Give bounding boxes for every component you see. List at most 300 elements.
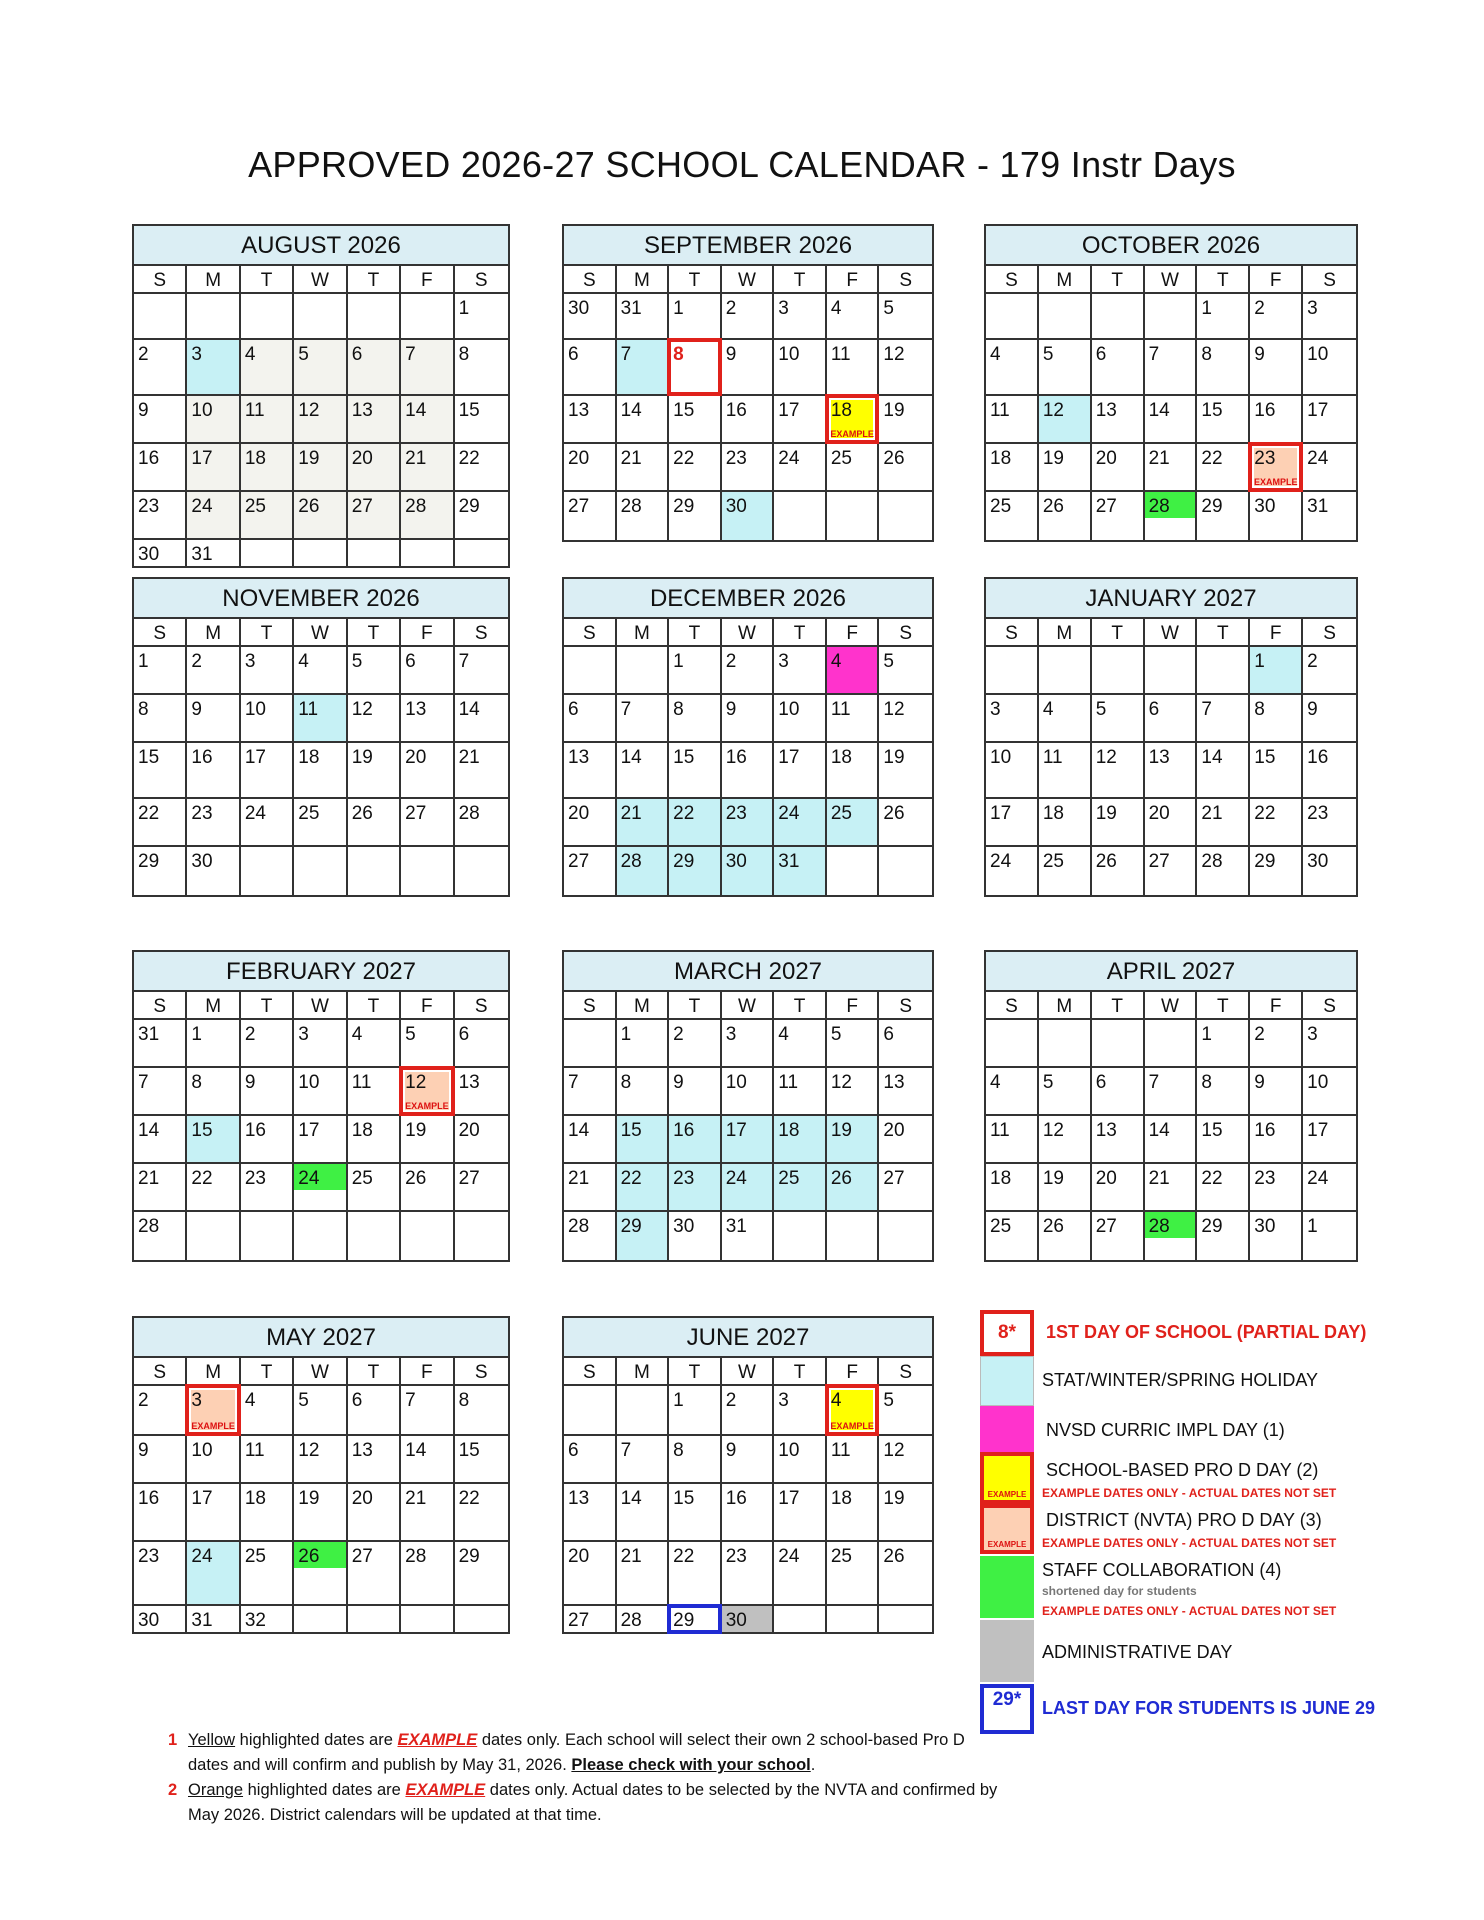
day-cell <box>722 799 775 847</box>
day-cell <box>669 847 722 895</box>
day-cell <box>986 396 1039 444</box>
day-number: 20 <box>1095 448 1117 469</box>
day-cell <box>1145 1164 1198 1212</box>
day-number: 26 <box>298 1546 320 1567</box>
day-cell <box>1092 647 1145 695</box>
day-number: 21 <box>620 803 642 824</box>
weekday-label: W <box>294 619 347 649</box>
day-cell <box>669 1212 722 1260</box>
day-cell <box>722 1386 775 1436</box>
day-cell <box>348 340 401 396</box>
weekday-label: T <box>669 266 722 296</box>
day-number: 29 <box>458 1546 480 1567</box>
day-number: 28 <box>620 1610 642 1631</box>
day-number: 8 <box>673 1440 684 1461</box>
day-number: 1 <box>458 298 470 319</box>
footnote-number: 2 <box>168 1781 178 1799</box>
day-number: 20 <box>568 448 590 469</box>
day-number: 28 <box>620 851 642 872</box>
day-cell <box>1303 1116 1356 1164</box>
day-number: 5 <box>883 651 894 672</box>
weekday-label: F <box>1250 619 1303 649</box>
weekday-label: T <box>669 619 722 649</box>
day-cell <box>294 1212 347 1260</box>
day-number: 19 <box>1095 803 1117 824</box>
day-number: 19 <box>298 1488 320 1509</box>
day-number: 12 <box>1042 1120 1064 1141</box>
day-cell <box>187 743 240 799</box>
day-cell <box>1092 492 1145 540</box>
day-number: 7 <box>405 344 416 365</box>
day-cell <box>564 396 617 444</box>
day-cell <box>774 1542 827 1606</box>
day-cell <box>669 1542 722 1606</box>
day-number: 17 <box>1307 1120 1329 1141</box>
day-cell <box>134 799 187 847</box>
day-number: 3 <box>1307 1024 1318 1045</box>
day-number: 15 <box>191 1120 213 1141</box>
day-number: 6 <box>568 1440 579 1461</box>
weekday-label: W <box>294 1358 347 1388</box>
day-cell <box>827 1484 880 1542</box>
day-number: 11 <box>990 1120 1010 1141</box>
example-label: EXAMPLE <box>405 1101 449 1111</box>
footnote-check-school: Please check with your school <box>571 1756 811 1774</box>
day-number: 13 <box>568 747 590 768</box>
weekday-label: S <box>986 266 1039 296</box>
weekday-label: T <box>1092 992 1145 1022</box>
day-number: 23 <box>725 448 747 469</box>
month-title: MAY 2027 <box>134 1318 508 1358</box>
day-cell <box>564 799 617 847</box>
day-cell <box>722 1542 775 1606</box>
day-number: 2 <box>1254 1024 1265 1045</box>
first-day-swatch: 8* <box>980 1310 1034 1356</box>
day-number: 9 <box>138 1440 149 1461</box>
day-number: 14 <box>620 747 642 768</box>
day-number: 16 <box>191 747 213 768</box>
day-number: 29 <box>1201 1216 1223 1237</box>
day-cell <box>1092 1116 1145 1164</box>
day-number: 18 <box>1042 803 1064 824</box>
day-cell <box>669 1068 722 1116</box>
day-number: 24 <box>1307 1168 1329 1189</box>
day-cell <box>1039 695 1092 743</box>
weekday-header <box>986 266 1356 294</box>
day-number: 11 <box>778 1072 799 1093</box>
day-cell <box>134 340 187 396</box>
day-cell <box>455 1484 508 1542</box>
day-cell <box>564 1386 617 1436</box>
day-number: 25 <box>990 496 1012 517</box>
day-cell <box>241 396 294 444</box>
weekday-label: W <box>294 992 347 1022</box>
day-number: 3 <box>990 699 1001 720</box>
day-cell <box>879 492 932 540</box>
weekday-label: T <box>241 1358 294 1388</box>
day-number: 1 <box>1307 1216 1318 1237</box>
district-pro-d-swatch <box>980 1504 1034 1554</box>
day-cell <box>1039 294 1092 340</box>
day-number: 13 <box>883 1072 905 1093</box>
day-cell <box>241 492 294 540</box>
day-cell <box>1145 444 1198 492</box>
day-cell <box>774 695 827 743</box>
day-number: 27 <box>883 1168 905 1189</box>
day-cell <box>564 1068 617 1116</box>
day-cell <box>1145 743 1198 799</box>
day-cell <box>348 396 401 444</box>
day-cell <box>1092 799 1145 847</box>
day-number: 5 <box>351 651 363 672</box>
day-number: 14 <box>620 1488 642 1509</box>
school-pro-d-swatch <box>980 1452 1034 1504</box>
day-cell <box>401 340 454 396</box>
day-number: 1 <box>1254 651 1265 672</box>
day-number: 20 <box>1095 1168 1117 1189</box>
day-cell <box>879 1116 932 1164</box>
day-number: 26 <box>883 448 905 469</box>
day-number: 27 <box>568 496 590 517</box>
day-number: 9 <box>1254 344 1265 365</box>
day-number: 22 <box>1201 448 1223 469</box>
weekday-label: S <box>134 992 187 1022</box>
day-cell <box>187 1020 240 1068</box>
day-number: 32 <box>244 1610 266 1631</box>
day-number: 21 <box>1148 1168 1170 1189</box>
day-cell <box>827 1606 880 1632</box>
day-cell <box>669 1116 722 1164</box>
month-march-2027 <box>562 950 934 1262</box>
day-number: 21 <box>1201 803 1223 824</box>
day-cell <box>401 847 454 895</box>
month-title: JUNE 2027 <box>564 1318 932 1358</box>
day-number: 21 <box>458 747 480 768</box>
day-number: 26 <box>1042 496 1064 517</box>
weekday-label: T <box>669 1358 722 1388</box>
weekday-label: F <box>1250 266 1303 296</box>
day-number: 20 <box>351 1488 373 1509</box>
day-cell <box>722 1116 775 1164</box>
day-number: 26 <box>1042 1216 1064 1237</box>
day-cell <box>187 695 240 743</box>
day-number: 19 <box>405 1120 427 1141</box>
day-cell <box>879 1484 932 1542</box>
day-cell <box>617 647 670 695</box>
day-cell <box>401 396 454 444</box>
day-cell <box>187 1164 240 1212</box>
day-number: 25 <box>778 1168 800 1189</box>
day-number: 27 <box>1095 1216 1117 1237</box>
day-number: 17 <box>191 1488 213 1509</box>
footnote-text: highlighted dates are <box>235 1731 398 1749</box>
day-number: 31 <box>725 1216 747 1237</box>
day-number: 27 <box>458 1168 480 1189</box>
day-cell <box>455 1436 508 1484</box>
weekday-label: T <box>669 992 722 1022</box>
footnote-1 <box>168 1728 998 1778</box>
day-cell <box>617 1386 670 1436</box>
day-cell <box>1250 1068 1303 1116</box>
day-cell <box>879 847 932 895</box>
day-cell <box>1197 1116 1250 1164</box>
day-cell <box>401 1542 454 1606</box>
day-number: 1 <box>673 651 684 672</box>
weekday-label: W <box>1145 992 1198 1022</box>
day-cell <box>1039 1068 1092 1116</box>
day-number: 30 <box>725 496 747 517</box>
day-cell <box>617 1116 670 1164</box>
day-cell <box>617 340 670 396</box>
day-number: 16 <box>138 1488 160 1509</box>
weekday-label: M <box>617 1358 670 1388</box>
day-cell <box>187 1212 240 1260</box>
day-number: 11 <box>830 699 851 720</box>
day-number: 23 <box>138 1546 160 1567</box>
day-cell <box>879 1542 932 1606</box>
day-cell <box>774 444 827 492</box>
day-cell <box>722 1484 775 1542</box>
day-cell <box>1145 1116 1198 1164</box>
weekday-label: F <box>827 1358 880 1388</box>
weekday-label: W <box>722 1358 775 1388</box>
day-number: 24 <box>725 1168 747 1189</box>
day-cell <box>401 1164 454 1212</box>
day-cell <box>455 1606 508 1632</box>
day-cell <box>134 1386 187 1436</box>
day-cell <box>134 294 187 340</box>
day-number: 2 <box>725 651 737 672</box>
day-number: 4 <box>298 651 309 672</box>
weekday-header <box>134 266 508 294</box>
weekday-header <box>564 619 932 647</box>
weekday-label: S <box>899 270 913 291</box>
day-cell <box>617 444 670 492</box>
day-cell <box>1092 294 1145 340</box>
day-cell <box>1303 1020 1356 1068</box>
day-cell <box>1145 695 1198 743</box>
day-cell <box>879 1606 932 1632</box>
day-number: 3 <box>191 344 202 365</box>
day-cell <box>294 1068 347 1116</box>
day-cell <box>827 340 880 396</box>
legend-district-pro-d-note: EXAMPLE DATES ONLY - ACTUAL DATES NOT SET <box>1042 1536 1337 1550</box>
swatch-example-label: EXAMPLE <box>987 1490 1027 1499</box>
weekday-label: M <box>1039 266 1092 296</box>
day-number: 7 <box>620 344 632 365</box>
day-cell <box>879 396 932 444</box>
day-number: 30 <box>725 1610 747 1631</box>
day-number: 29 <box>673 1610 695 1631</box>
day-number: 19 <box>298 448 320 469</box>
weekday-label: S <box>899 623 913 644</box>
day-number: 24 <box>778 1546 800 1567</box>
day-cell <box>241 647 294 695</box>
day-number: 3 <box>244 651 256 672</box>
day-number: 12 <box>830 1072 852 1093</box>
day-cell <box>401 695 454 743</box>
day-cell <box>1039 396 1092 444</box>
day-cell <box>455 492 508 540</box>
weekday-label: S <box>986 992 1039 1022</box>
day-number: 4 <box>1042 699 1054 720</box>
day-number: 22 <box>673 448 695 469</box>
day-number: 18 <box>830 400 852 421</box>
day-number: 30 <box>191 851 213 872</box>
day-number: 12 <box>298 400 320 421</box>
day-number: 28 <box>620 496 642 517</box>
day-cell <box>564 1020 617 1068</box>
day-cell <box>401 647 454 695</box>
holiday-swatch <box>980 1356 1034 1406</box>
day-number: 15 <box>138 747 160 768</box>
month-january-2027 <box>984 577 1358 897</box>
day-cell <box>564 743 617 799</box>
day-cell <box>455 1542 508 1606</box>
day-number: 4 <box>244 1390 256 1411</box>
day-number: 23 <box>191 803 213 824</box>
day-cell <box>455 1068 508 1116</box>
weekday-header <box>986 619 1356 647</box>
day-cell <box>986 799 1039 847</box>
day-number: 17 <box>778 400 800 421</box>
day-number: 5 <box>830 1024 842 1045</box>
day-cell <box>1197 492 1250 540</box>
day-cell <box>986 847 1039 895</box>
day-grid <box>134 294 508 566</box>
day-cell <box>1303 1068 1356 1116</box>
day-cell <box>564 492 617 540</box>
weekday-header <box>564 992 932 1020</box>
day-number: 1 <box>620 1024 632 1045</box>
day-cell <box>241 695 294 743</box>
day-number: 26 <box>830 1168 852 1189</box>
day-cell <box>827 294 880 340</box>
legend-holiday-label: STAT/WINTER/SPRING HOLIDAY <box>1042 1370 1319 1390</box>
day-number: 19 <box>1042 448 1064 469</box>
weekday-label: F <box>827 619 880 649</box>
day-number: 19 <box>883 747 905 768</box>
day-number: 6 <box>405 651 416 672</box>
day-cell <box>348 294 401 340</box>
day-cell <box>827 444 880 492</box>
weekday-label: T <box>348 619 401 649</box>
weekday-label: S <box>564 266 617 296</box>
day-cell <box>134 1068 187 1116</box>
day-number: 14 <box>1148 1120 1170 1141</box>
day-cell <box>241 340 294 396</box>
weekday-label: M <box>187 619 240 649</box>
day-number: 30 <box>1254 1216 1276 1237</box>
footnote-2 <box>168 1778 998 1828</box>
weekday-label: T <box>774 619 827 649</box>
day-number: 6 <box>568 344 579 365</box>
day-number: 20 <box>568 1546 590 1567</box>
day-cell <box>617 396 670 444</box>
day-number: 12 <box>1095 747 1117 768</box>
day-cell <box>1039 340 1092 396</box>
day-number: 6 <box>883 1024 894 1045</box>
day-cell <box>617 1212 670 1260</box>
day-cell <box>774 1164 827 1212</box>
day-number: 10 <box>191 1440 213 1461</box>
day-cell <box>401 1386 454 1436</box>
day-cell <box>1197 695 1250 743</box>
month-title: AUGUST 2026 <box>134 226 508 266</box>
day-cell <box>1092 743 1145 799</box>
weekday-header <box>134 992 508 1020</box>
day-cell <box>669 1020 722 1068</box>
day-cell <box>774 1386 827 1436</box>
day-cell <box>455 1212 508 1260</box>
day-cell <box>722 340 775 396</box>
day-cell <box>617 799 670 847</box>
weekday-label: T <box>1197 992 1250 1022</box>
weekday-label: M <box>187 266 240 296</box>
day-cell <box>1250 1116 1303 1164</box>
month-october-2026 <box>984 224 1358 542</box>
day-cell <box>722 1212 775 1260</box>
day-number: 25 <box>830 448 852 469</box>
weekday-label: F <box>827 266 880 296</box>
day-cell <box>564 1436 617 1484</box>
day-number: 27 <box>1148 851 1170 872</box>
day-number: 10 <box>778 699 800 720</box>
day-number: 26 <box>883 803 905 824</box>
day-number: 2 <box>138 1390 149 1411</box>
day-number: 14 <box>1148 400 1170 421</box>
day-number: 22 <box>1254 803 1276 824</box>
weekday-label: T <box>1092 266 1145 296</box>
day-cell <box>241 1542 294 1606</box>
day-number: 4 <box>351 1024 363 1045</box>
day-cell <box>722 1020 775 1068</box>
day-cell <box>669 743 722 799</box>
day-cell <box>774 340 827 396</box>
legend-nvsd-label: NVSD CURRIC IMPL DAY (1) <box>1046 1420 1285 1440</box>
day-cell <box>241 799 294 847</box>
day-cell <box>241 444 294 492</box>
day-cell <box>187 396 240 444</box>
day-number: 15 <box>673 400 695 421</box>
day-cell <box>1092 444 1145 492</box>
month-title: NOVEMBER 2026 <box>134 579 508 619</box>
weekday-label: T <box>774 992 827 1022</box>
day-number: 18 <box>351 1120 373 1141</box>
day-cell <box>134 444 187 492</box>
day-number: 10 <box>1307 1072 1329 1093</box>
day-number: 4 <box>990 1072 1001 1093</box>
day-number: 28 <box>405 1546 427 1567</box>
weekday-label: W <box>294 266 347 296</box>
weekday-label: S <box>474 1362 488 1383</box>
day-cell <box>617 847 670 895</box>
day-cell <box>617 1542 670 1606</box>
day-cell <box>401 1606 454 1632</box>
weekday-label: M <box>617 619 670 649</box>
day-cell <box>879 1020 932 1068</box>
weekday-label: S <box>474 270 488 291</box>
day-number: 12 <box>405 1072 427 1093</box>
day-cell <box>1250 396 1303 444</box>
day-cell <box>1039 1116 1092 1164</box>
day-cell <box>617 1068 670 1116</box>
day-number: 16 <box>244 1120 266 1141</box>
day-number: 1 <box>673 298 684 319</box>
day-cell <box>774 1436 827 1484</box>
day-cell <box>1197 799 1250 847</box>
day-number: 2 <box>1307 651 1318 672</box>
